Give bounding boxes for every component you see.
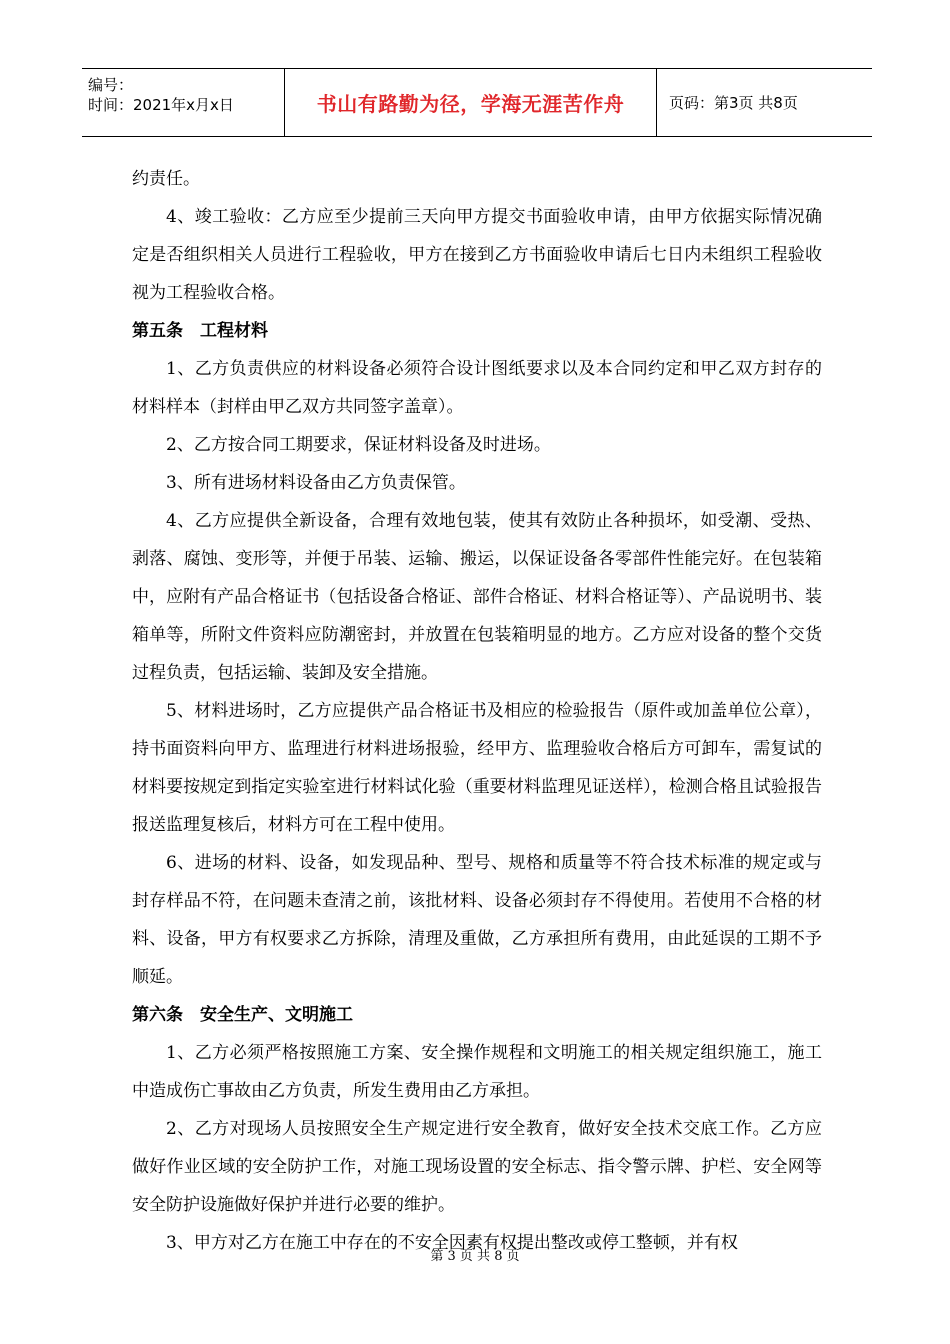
paragraph: 4、乙方应提供全新设备，合理有效地包装，使其有效防止各种损坏，如受潮、受热、剥落、腐蚀、变形等，并便于吊装、运输、搬运，以保证设备各零部件性能完好。在包装箱中，应附有产品合格证书（包括设备合格证、部件合格证、材料合格证等）、产品说明书、装箱单等，所附文件资料应防潮密封，并放置在包装箱明显的地方。乙方应对设备的整个交货过程负责，包括运输、装卸及安全措施。: [132, 511, 822, 683]
paragraph: 2、乙方按合同工期要求，保证材料设备及时进场。: [166, 435, 551, 455]
paragraph: 4、竣工验收：乙方应至少提前三天向甲方提交书面验收申请，由甲方依据实际情况确定是否组织相关人员进行工程验收，甲方在接到乙方书面验收申请后七日内未组织工程验收视为工程验收合格。: [132, 207, 822, 303]
paragraph: 1、乙方负责供应的材料设备必须符合设计图纸要求以及本合同约定和甲乙双方封存的材料样本（封样由甲乙双方共同签字盖章）。: [132, 359, 822, 417]
paragraph: 5、材料进场时，乙方应提供产品合格证书及相应的检验报告（原件或加盖单位公章），持书面资料向甲方、监理进行材料进场报验，经甲方、监理验收合格后方可卸车，需复试的材料要按规定到指定实验室进行材料试化验（重要材料监理见证送样），检测合格且试验报告报送监理复核后，材料方可在工程中使用。: [132, 701, 822, 835]
number-label: 编号：: [88, 76, 134, 94]
paragraph: 约责任。: [132, 169, 200, 189]
header-left-cell: [82, 69, 285, 136]
page-info: 页码：第3页 共8页: [669, 94, 798, 112]
paragraph: 2、乙方对现场人员按照安全生产规定进行安全教育，做好安全技术交底工作。乙方应做好作业区域的安全防护工作，对施工现场设置的安全标志、指令警示牌、护栏、安全网等安全防护设施做好保护并进行必要的维护。: [132, 1119, 822, 1215]
page-footer: 第 3 页 共 8 页: [430, 1249, 520, 1264]
section-heading: 第六条 安全生产、文明施工: [132, 1005, 353, 1025]
section-heading: 第五条 工程材料: [132, 321, 268, 341]
paragraph: 1、乙方必须严格按照施工方案、安全操作规程和文明施工的相关规定组织施工，施工中造成伤亡事故由乙方负责，所发生费用由乙方承担。: [132, 1043, 822, 1101]
paragraph: 3、甲方对乙方在施工中存在的不安全因素有权提出整改或停工整顿，并有权: [166, 1233, 738, 1253]
paragraph: 3、所有进场材料设备由乙方负责保管。: [166, 473, 466, 493]
document-header: [82, 68, 872, 137]
date-label: 时间：2021年x月x日: [88, 96, 234, 114]
motto: 书山有路勤为径，学海无涯苦作舟: [285, 69, 657, 136]
paragraph: 6、进场的材料、设备，如发现品种、型号、规格和质量等不符合技术标准的规定或与封存样品不符，在问题未查清之前，该批材料、设备必须封存不得使用。若使用不合格的材料、设备，甲方有权要求乙方拆除，清理及重做，乙方承担所有费用，由此延误的工期不予顺延。: [132, 853, 822, 987]
document-body: [132, 160, 822, 1262]
